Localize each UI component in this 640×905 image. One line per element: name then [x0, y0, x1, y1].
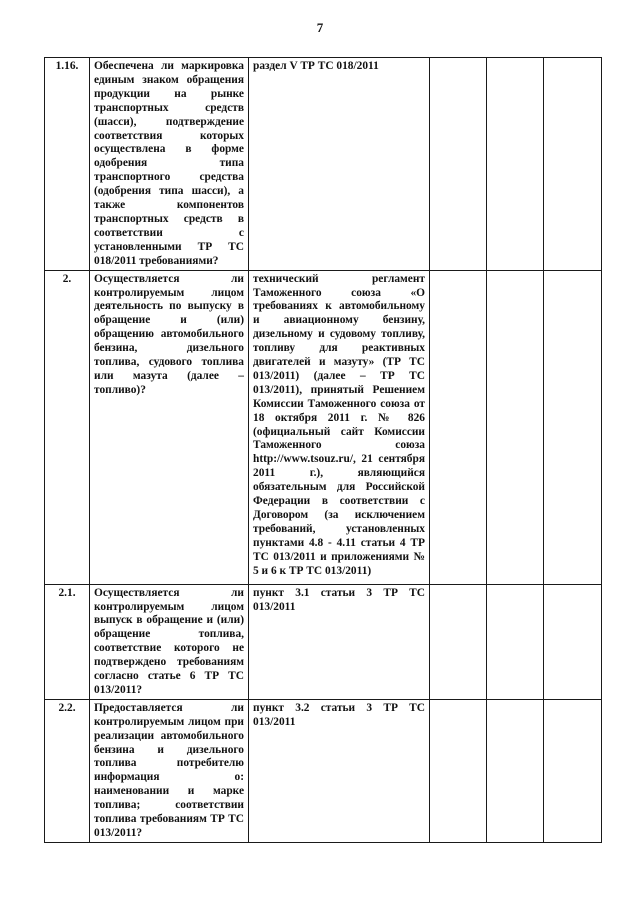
answer-cell-note: [544, 699, 602, 842]
table-row: [45, 270, 602, 584]
requirement-question: Осуществляется ли контролируемым лицом деятельность по выпуску в обращение и (или) обращению автомобильного бензина, дизельного топлива, судового топлива или мазута (далее – топливо)?: [90, 270, 249, 584]
answer-cell-no: [487, 584, 544, 699]
answer-cell-no: [487, 58, 544, 271]
table-row: [45, 58, 602, 271]
answer-cell-note: [544, 270, 602, 584]
row-number: 2.2.: [45, 699, 90, 842]
requirement-question: Осуществляется ли контролируемым лицом выпуск в обращение и (или) обращение топлива, соответствие которого не подтверждено требованиям согласно статье 6 ТР ТС 013/2011?: [90, 584, 249, 699]
legal-reference: пункт 3.1 статьи 3 ТР ТС 013/2011: [249, 584, 430, 699]
table-row: [45, 699, 602, 842]
answer-cell-no: [487, 699, 544, 842]
answer-cell-note: [544, 58, 602, 271]
answer-cell-yes: [430, 270, 487, 584]
answer-cell-note: [544, 584, 602, 699]
legal-reference: технический регламент Таможенного союза «О требованиях к автомобильному и авиационному бензину, дизельному и судовому топливу, топливу для реактивных двигателей и мазуту» (ТР ТС 013/2011) (далее – ТР ТС 013/2011), принятый Решением Комиссии Таможенного союза от 18 октября 2011 г. № 826 (официальный сайт Комиссии Таможенного союза http://www.tsouz.ru/, 21 сентября 2011 г.), являющийся обязательным для Российской Федерации в соответствии с Договором (за исключением требований, установленных пунктами 4.8 - 4.11 статьи 4 ТР ТС 013/2011 и приложениями № 5 и 6 к ТР ТС 013/2011): [249, 270, 430, 584]
checklist-table: [44, 57, 602, 843]
legal-reference: раздел V ТР ТС 018/2011: [249, 58, 430, 271]
row-number: 1.16.: [45, 58, 90, 271]
requirement-question: Предоставляется ли контролируемым лицом при реализации автомобильного бензина и дизельного топлива потребителю информация о: наименовании и марке топлива; соответствии топлива требованиям ТР ТС 013/2011?: [90, 699, 249, 842]
page-number: 7: [316, 20, 324, 35]
legal-reference: пункт 3.2 статьи 3 ТР ТС 013/2011: [249, 699, 430, 842]
table-row: [45, 584, 602, 699]
answer-cell-yes: [430, 699, 487, 842]
answer-cell-no: [487, 270, 544, 584]
answer-cell-yes: [430, 584, 487, 699]
row-number: 2.: [45, 270, 90, 584]
row-number: 2.1.: [45, 584, 90, 699]
requirement-question: Обеспечена ли маркировка единым знаком обращения продукции на рынке транспортных средств (шасси), подтверждение соответствия которых осуществлена в форме одобрения типа транспортного средства (одобрения типа шасси), а также компонентов транспортных средств в соответствии с установленными ТР ТС 018/2011 требованиями?: [90, 58, 249, 271]
answer-cell-yes: [430, 58, 487, 271]
